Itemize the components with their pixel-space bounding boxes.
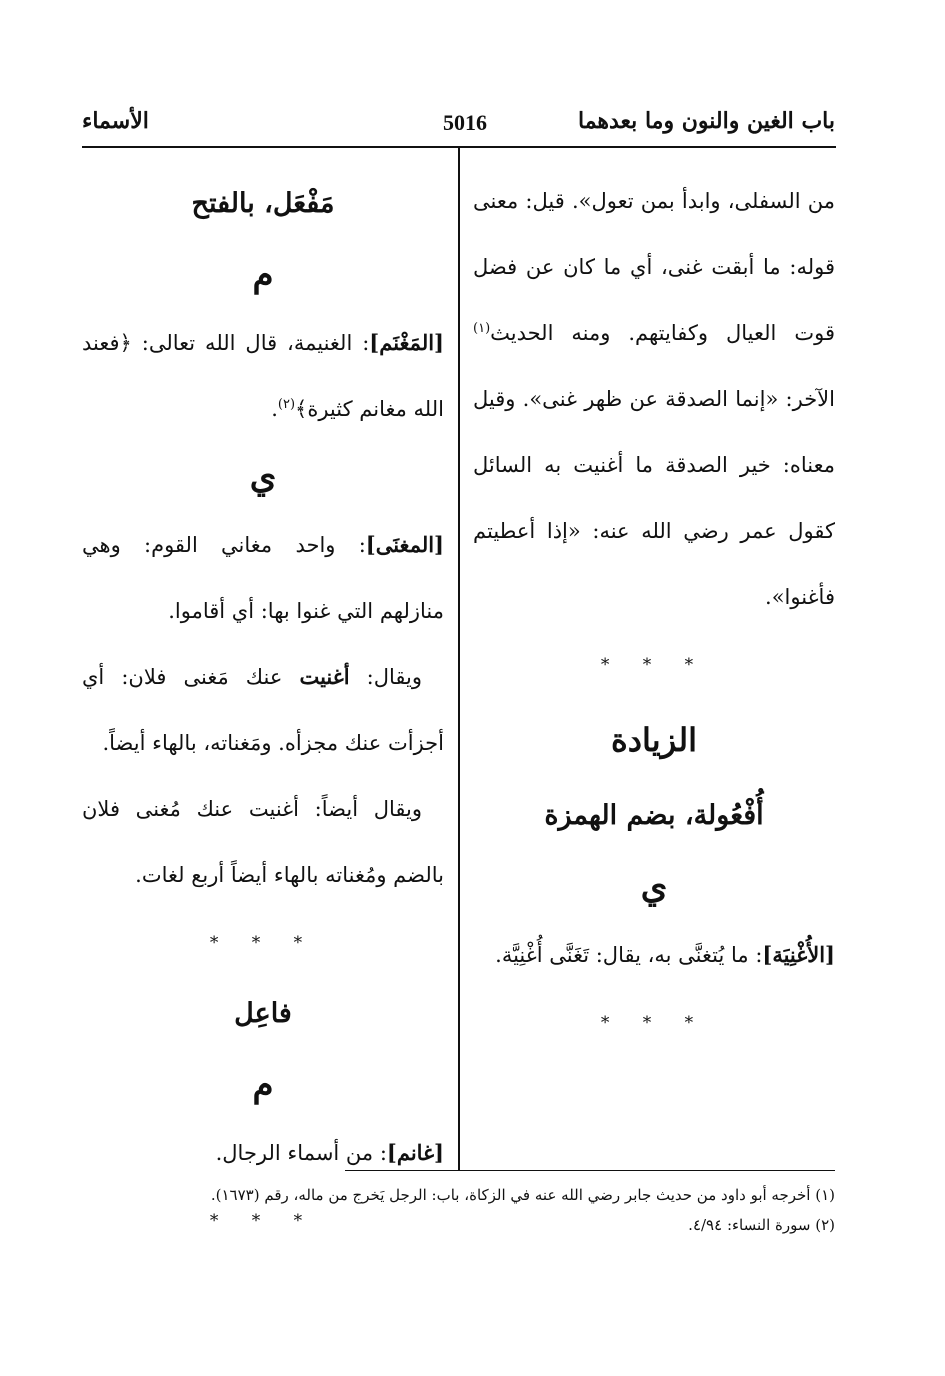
running-header-chapter: باب الغين والنون وما بعدهما — [577, 108, 835, 134]
entry-headword: [المَغْنَم] — [369, 330, 444, 355]
letter-heading-mim: م — [252, 1065, 274, 1105]
section-separator: * * * — [209, 933, 317, 953]
heading-mafal: مَفْعَل، بالفتح — [191, 188, 335, 219]
footnotes — [95, 1180, 835, 1240]
heading-ziyada: الزيادة — [611, 721, 697, 759]
footnote-rule — [345, 1170, 835, 1171]
letter-heading-ya: ي — [640, 867, 668, 907]
entry-aghnayt: ويقال: أغنيت عنك مَغنى فلان: أي أجزأت عنك مجزأه. ومَغناته، بالهاء أيضاً. — [82, 664, 444, 755]
letter-heading-mim: م — [252, 255, 274, 295]
footnote-ref-2: (٢) — [277, 397, 296, 412]
running-header-section: الأسماء — [82, 108, 149, 134]
footnote-ref-1: (١) — [473, 321, 491, 336]
heading-fail: فاعِل — [234, 998, 292, 1029]
entry-headword: [الأُغْنِيَة] — [762, 942, 835, 967]
section-separator: * * * — [600, 655, 708, 675]
entry-mughna: ويقال أيضاً: أغنيت عنك مُغنى فلان بالضم ومُغناته بالهاء أيضاً أربع لغات. — [82, 797, 444, 887]
heading-ufula: أُفْعُولة، بضم الهمزة — [544, 800, 764, 831]
entry-maghna: [المغنَى]: واحد مغاني القوم: وهي منازلهم التي غنوا بها: أي أقاموا. — [82, 532, 444, 623]
entry-headword: [غانم] — [386, 1140, 444, 1165]
entry-ghanim: [غانم]: من أسماء الرجال. — [215, 1140, 444, 1165]
footnote-1: (١) أخرجه أبو داود من حديث جابر رضي الله عنه في الزكاة، باب: الرجل يَخرج من ماله، رقم (١٦٧٣). — [210, 1186, 835, 1204]
entry-maghnam: [المَغْنَم]: الغنيمة، قال الله تعالى: ﴿فعند الله مغانم كثيرة﴾$^{(٢)}$. — [82, 330, 444, 421]
entry-keyword: أغنيت — [299, 664, 350, 689]
section-separator: * * * — [600, 1013, 708, 1033]
footnote-2: (٢) سورة النساء: ٤/٩٤. — [688, 1216, 835, 1234]
continued-paragraph: من السفلى، وابدأ بمن تعول». قيل: معنى قوله: ما أبقت غنى، أي ما كان عن فضل قوت العيال وكفايتهم. ومنه الحديث$^{(١)}$ الآخر: «إنما الصدقة عن ظهر غنى». وقيل معناه: خير الصدقة ما أغنيت به السائل كقول عمر رضي الله عنه: «إذا أعطيتم فأغنوا». — [473, 189, 835, 609]
column-divider — [458, 146, 460, 1170]
section-separator: * * * — [209, 1211, 317, 1231]
right-column — [473, 168, 835, 1058]
page-number: 5016 — [443, 110, 487, 135]
entry-ughniya: [الأُغْنِيَة]: ما يُتغنَّى به، يقال: تَغَنَّى أُغْنِيَّة. — [495, 942, 835, 967]
letter-heading-ya: ي — [249, 457, 277, 497]
entry-headword: [المغنَى] — [365, 532, 444, 557]
left-column — [82, 168, 444, 1256]
